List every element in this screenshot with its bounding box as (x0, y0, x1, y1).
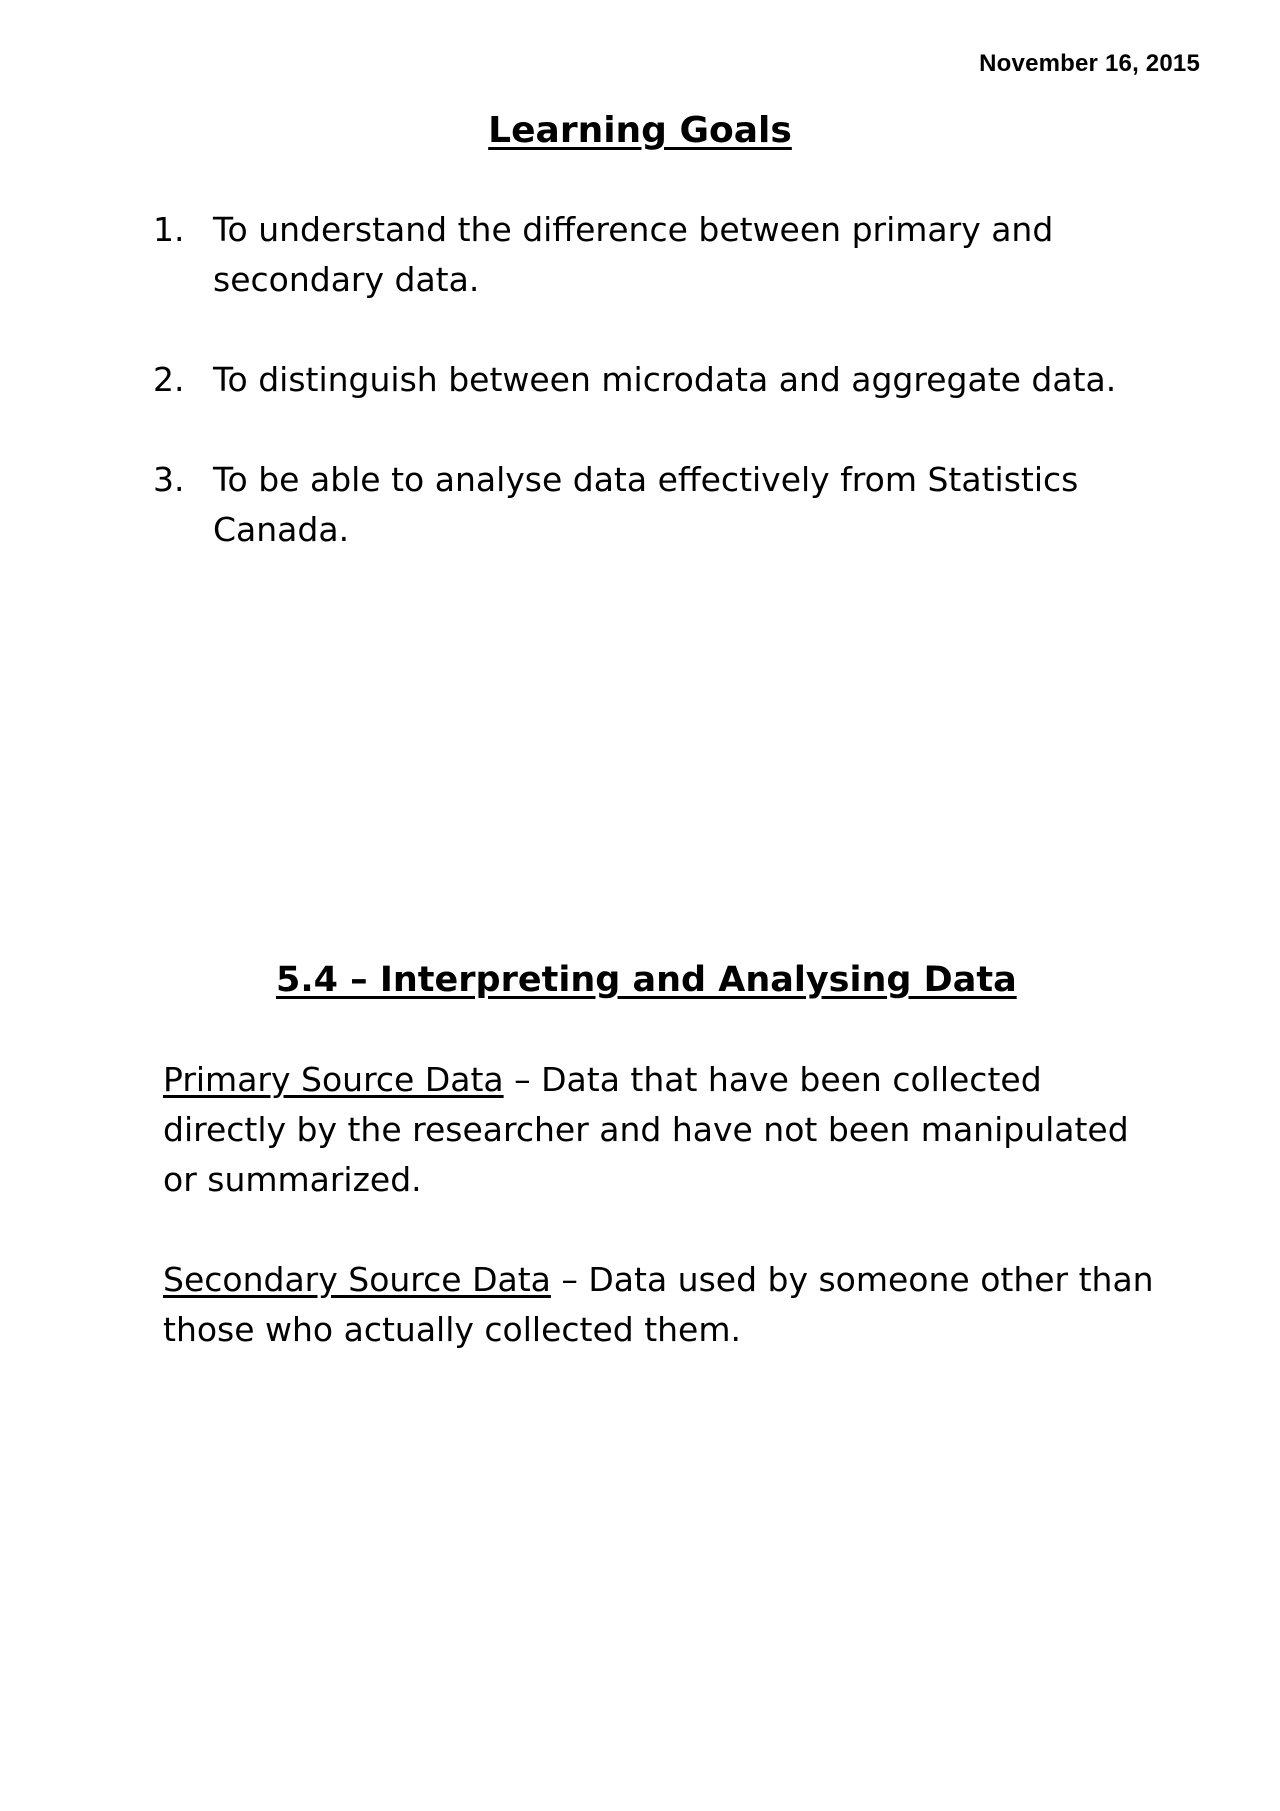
learning-goal-text: To understand the difference between primary and secondary data. (213, 210, 1054, 299)
definition-separator: – (550, 1260, 589, 1299)
section-title: 5.4 – Interpreting and Analysing Data (276, 960, 1017, 1000)
learning-goals-title: Learning Goals (488, 110, 792, 151)
definition-primary-source (163, 1055, 1163, 1205)
learning-goal-number: 2. (153, 360, 185, 399)
definition-separator: – (503, 1060, 542, 1099)
definition-term: Primary Source Data (163, 1060, 504, 1099)
definition-term: Secondary Source Data (163, 1260, 551, 1299)
learning-goal-text: To be able to analyse data effectively from Statistics Canada. (213, 460, 1079, 549)
definition-text: Data that have been collected directly by the researcher and have not been manipulated or summarized. (163, 1060, 1129, 1199)
definition-secondary-source (163, 1255, 1163, 1355)
document-date: November 16, 2015 (979, 50, 1200, 77)
learning-goal-number: 3. (153, 460, 185, 499)
learning-goal-item (150, 355, 1150, 405)
learning-goal-item (150, 455, 1150, 555)
definition-text: Data used by someone other than those who actually collected them. (163, 1260, 1154, 1349)
learning-goal-item (150, 205, 1150, 305)
learning-goal-text: To distinguish between microdata and aggregate data. (213, 360, 1117, 399)
learning-goals-list (150, 205, 1150, 605)
learning-goal-number: 1. (153, 210, 185, 249)
